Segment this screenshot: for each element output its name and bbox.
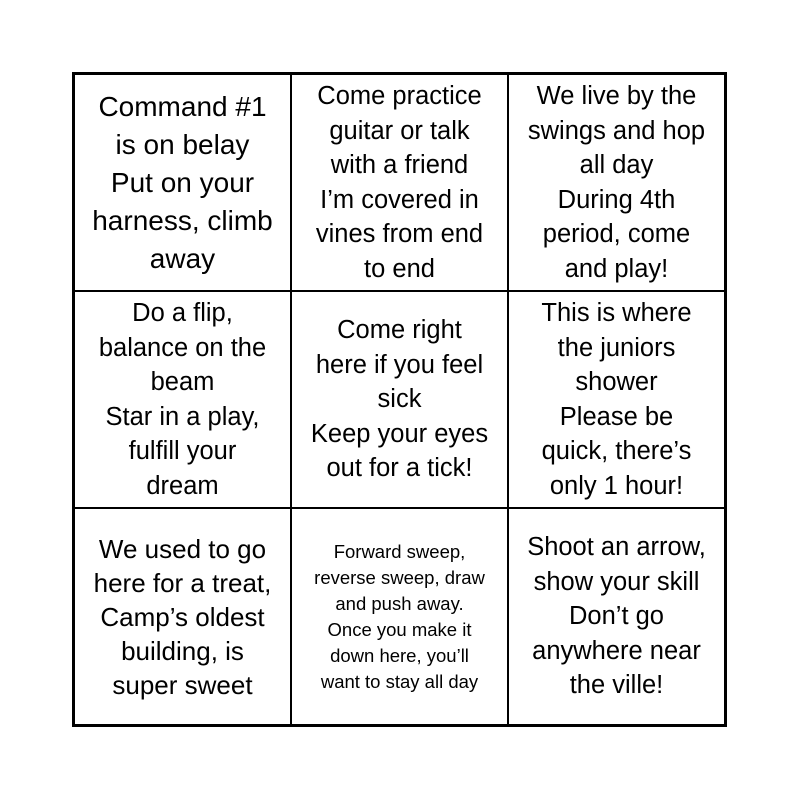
bingo-cell[interactable] — [291, 508, 508, 725]
cell-text: This is where the juniors shower Please be quick, there’s only 1 hour! — [541, 299, 692, 500]
cell-text: Do a flip, balance on the beam Star in a play, fulfill your dream — [98, 299, 267, 500]
bingo-cell[interactable] — [74, 74, 291, 291]
bingo-cell[interactable] — [74, 291, 291, 508]
cell-text: We used to go here for a treat, Camp’s oldest building, is super sweet — [93, 533, 272, 700]
cell-text: We live by the swings and hop all day During 4th period, come and play! — [527, 82, 706, 283]
bingo-card — [72, 72, 727, 727]
cell-text: Come practice guitar or talk with a friend I’m covered in vines from end to end — [315, 82, 484, 283]
bingo-cell[interactable] — [291, 74, 508, 291]
bingo-cell[interactable] — [74, 508, 291, 725]
bingo-cell[interactable] — [508, 508, 725, 725]
cell-text: Forward sweep, reverse sweep, draw and push away. Once you make it down here, you’ll want to stay all day — [314, 540, 485, 692]
bingo-cell[interactable] — [508, 74, 725, 291]
bingo-cell[interactable] — [291, 291, 508, 508]
cell-text: Command #1 is on belay Put on your harness, climb away — [92, 90, 273, 274]
bingo-cell[interactable] — [508, 291, 725, 508]
cell-text: Come right here if you feel sick Keep your eyes out for a tick! — [310, 316, 489, 483]
cell-text: Shoot an arrow, show your skill Don’t go anywhere near the ville! — [527, 533, 706, 700]
